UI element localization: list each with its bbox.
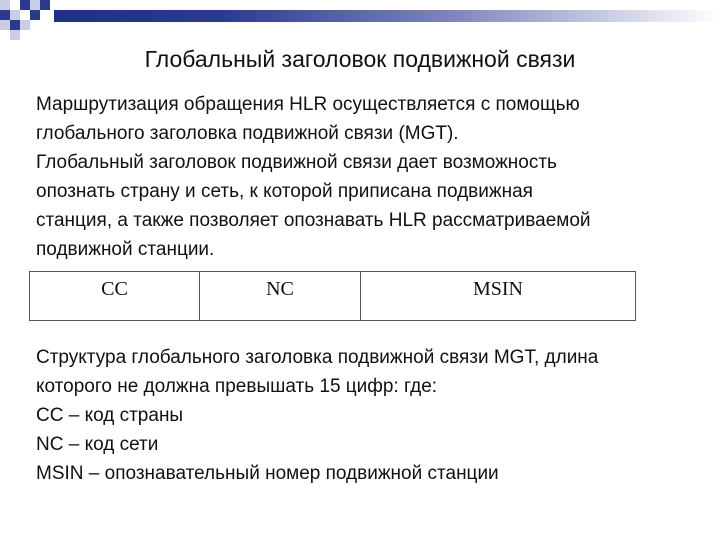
- deco-square: [20, 20, 30, 30]
- header-decoration: [0, 0, 720, 40]
- text-line: станция, а также позволяет опознавать HLR рассматриваемой: [36, 210, 591, 231]
- text-line: NC – код сети: [36, 434, 159, 455]
- slide-title: Глобальный заголовок подвижной связи: [144, 46, 576, 72]
- deco-square: [30, 0, 40, 10]
- text-line: CC – код страны: [36, 405, 184, 426]
- table-cell-cc: CC: [30, 272, 200, 321]
- table-cell-msin: MSIN: [361, 272, 636, 321]
- text-line: MSIN – опознавательный номер подвижной станции: [36, 463, 499, 484]
- table-cell-nc: NC: [200, 272, 361, 321]
- text-line: которого не должна превышать 15 цифр: где:: [36, 376, 438, 397]
- text-line: глобального заголовка подвижной связи (MGT).: [36, 123, 459, 144]
- deco-square: [10, 0, 20, 10]
- structure-paragraph: [36, 343, 706, 488]
- intro-paragraph: [36, 90, 696, 264]
- deco-square: [20, 0, 30, 10]
- deco-square: [0, 20, 10, 30]
- deco-square: [0, 10, 10, 20]
- header-gradient-strip: [54, 10, 720, 22]
- mgt-structure-table: [29, 271, 636, 321]
- deco-square: [0, 0, 10, 10]
- deco-square: [10, 20, 20, 30]
- deco-square: [10, 10, 20, 20]
- deco-square: [20, 10, 30, 20]
- text-line: опознать страну и сеть, к которой приписана подвижная: [36, 181, 533, 202]
- text-line: подвижной станции.: [36, 239, 215, 260]
- text-line: Глобальный заголовок подвижной связи дает возможность: [36, 152, 557, 173]
- deco-square: [10, 30, 20, 40]
- table-row: [30, 272, 636, 321]
- deco-square: [40, 0, 50, 10]
- text-line: Структура глобального заголовка подвижной связи MGT, длина: [36, 347, 599, 368]
- deco-square: [30, 10, 40, 20]
- text-line: Маршрутизация обращения HLR осуществляется с помощью: [36, 94, 580, 115]
